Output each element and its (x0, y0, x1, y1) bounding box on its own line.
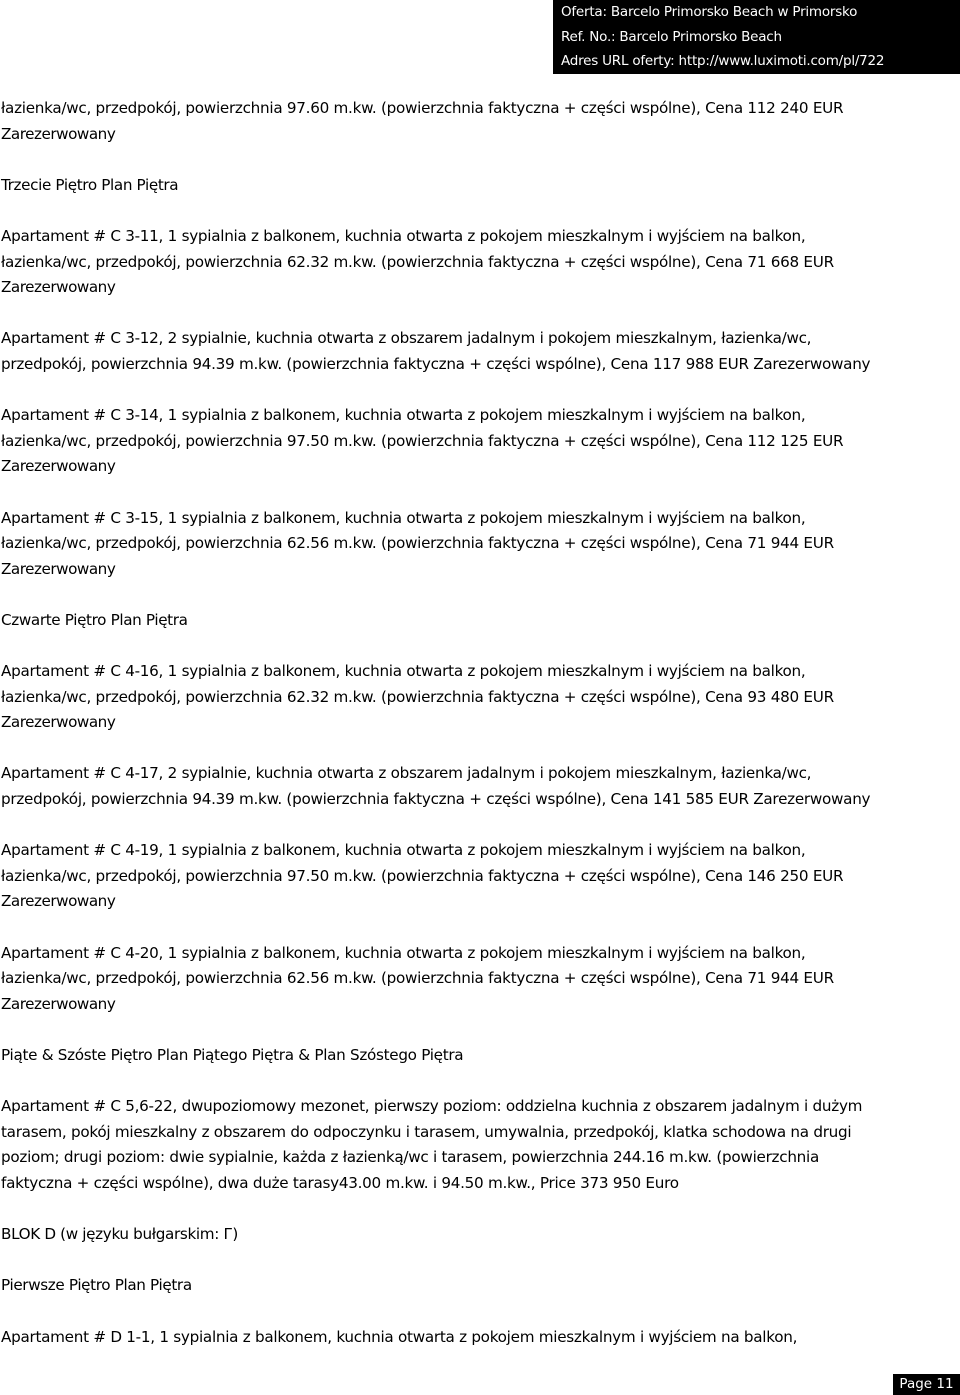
text-line: Apartament # C 5,6-22, dwupoziomowy mezonet, pierwszy poziom: oddzielna kuchnia z obszarem jadalnym i dużym (1, 1097, 863, 1116)
paragraph (1, 506, 959, 583)
text-line: Apartament # C 4-19, 1 sypialnia z balkonem, kuchnia otwarta z pokojem mieszkalnym i wyjściem na balkon, (1, 841, 806, 860)
document-header (553, 0, 960, 74)
text-line: łazienka/wc, przedpokój, powierzchnia 62.56 m.kw. (powierzchnia faktyczna + części wspólne), Cena 71 944 EUR (1, 534, 834, 553)
text-line: Trzecie Piętro Plan Piętra (1, 175, 179, 194)
text-line: Apartament # C 4-17, 2 sypialnie, kuchnia otwarta z obszarem jadalnym i pokojem mieszkalnym, łazienka/wc, (1, 764, 812, 783)
text-line: Zarezerwowany (1, 124, 116, 143)
text-line: łazienka/wc, przedpokój, powierzchnia 97.50 m.kw. (powierzchnia faktyczna + części wspólne), Cena 146 250 EUR (1, 866, 844, 885)
text-line: Zarezerwowany (1, 278, 116, 297)
header-offer-url: Adres URL oferty: http://www.luximoti.com/pl/722 (561, 53, 885, 70)
text-line: Apartament # D 1-1, 1 sypialnia z balkonem, kuchnia otwarta z pokojem mieszkalnym i wyjściem na balkon, (1, 1327, 798, 1346)
page-number: Page 11 (893, 1374, 960, 1395)
text-line: Apartament # C 3-14, 1 sypialnia z balkonem, kuchnia otwarta z pokojem mieszkalnym i wyjściem na balkon, (1, 406, 806, 425)
text-line: Czwarte Piętro Plan Piętra (1, 610, 188, 629)
paragraph (1, 761, 959, 812)
header-offer-title: Oferta: Barcelo Primorsko Beach w Primorsko (561, 4, 858, 20)
paragraph (1, 173, 959, 199)
text-line: Zarezerwowany (1, 892, 116, 911)
paragraph (1, 941, 959, 1018)
text-line: łazienka/wc, przedpokój, powierzchnia 97.60 m.kw. (powierzchnia faktyczna + części wspólne), Cena 112 240 EUR (1, 99, 844, 117)
text-line: łazienka/wc, przedpokój, powierzchnia 62.56 m.kw. (powierzchnia faktyczna + części wspólne), Cena 71 944 EUR (1, 969, 834, 988)
text-line: przedpokój, powierzchnia 94.39 m.kw. (powierzchnia faktyczna + części wspólne), Cena 117 988 EUR Zarezerwowany (1, 354, 871, 373)
text-line: Apartament # C 3-12, 2 sypialnie, kuchnia otwarta z obszarem jadalnym i pokojem mieszkalnym, łazienka/wc, (1, 329, 812, 348)
text-line: przedpokój, powierzchnia 94.39 m.kw. (powierzchnia faktyczna + części wspólne), Cena 141 585 EUR Zarezerwowany (1, 790, 871, 809)
text-line: BLOK D (w języku bułgarskim: Г) (1, 1225, 238, 1244)
paragraph (1, 96, 959, 147)
text-line: Apartament # C 4-20, 1 sypialnia z balkonem, kuchnia otwarta z pokojem mieszkalnym i wyjściem na balkon, (1, 943, 806, 962)
text-line: Apartament # C 3-15, 1 sypialnia z balkonem, kuchnia otwarta z pokojem mieszkalnym i wyjściem na balkon, (1, 508, 806, 527)
paragraph (1, 326, 959, 377)
text-line: Pierwsze Piętro Plan Piętra (1, 1276, 192, 1295)
paragraph (1, 659, 959, 736)
paragraph (1, 1094, 959, 1196)
text-line: łazienka/wc, przedpokój, powierzchnia 62.32 m.kw. (powierzchnia faktyczna + części wspólne), Cena 71 668 EUR (1, 252, 834, 271)
text-line: Apartament # C 4-16, 1 sypialnia z balkonem, kuchnia otwarta z pokojem mieszkalnym i wyjściem na balkon, (1, 662, 806, 681)
text-line: tarasem, pokój mieszkalny z obszarem do odpoczynku i tarasem, umywalnia, przedpokój, klatka schodowa na drugi (1, 1122, 852, 1141)
text-line: Piąte & Szóste Piętro Plan Piątego Piętra & Plan Szóstego Piętra (1, 1045, 464, 1064)
paragraph (1, 1325, 959, 1351)
text-line: Zarezerwowany (1, 559, 116, 578)
text-line: łazienka/wc, przedpokój, powierzchnia 62.32 m.kw. (powierzchnia faktyczna + części wspólne), Cena 93 480 EUR (1, 687, 834, 706)
text-line: Zarezerwowany (1, 457, 116, 476)
header-ref-number: Ref. No.: Barcelo Primorsko Beach (561, 28, 782, 45)
paragraph (1, 838, 959, 915)
text-line: łazienka/wc, przedpokój, powierzchnia 97.50 m.kw. (powierzchnia faktyczna + części wspólne), Cena 112 125 EUR (1, 431, 844, 450)
paragraph (1, 1222, 959, 1248)
paragraph (1, 403, 959, 480)
document-body (1, 96, 959, 1376)
paragraph (1, 224, 959, 301)
text-line: faktyczna + części wspólne), dwa duże tarasy43.00 m.kw. i 94.50 m.kw., Price 373 950 Euro (1, 1173, 679, 1192)
paragraph (1, 1273, 959, 1299)
paragraph (1, 1043, 959, 1069)
text-line: Apartament # C 3-11, 1 sypialnia z balkonem, kuchnia otwarta z pokojem mieszkalnym i wyjściem na balkon, (1, 226, 806, 245)
paragraph (1, 608, 959, 634)
text-line: Zarezerwowany (1, 713, 116, 732)
text-line: poziom; drugi poziom: dwie sypialnie, każda z łazienką/wc i tarasem, powierzchnia 244.16 m.kw. (powierzchnia (1, 1148, 819, 1167)
text-line: Zarezerwowany (1, 994, 116, 1013)
